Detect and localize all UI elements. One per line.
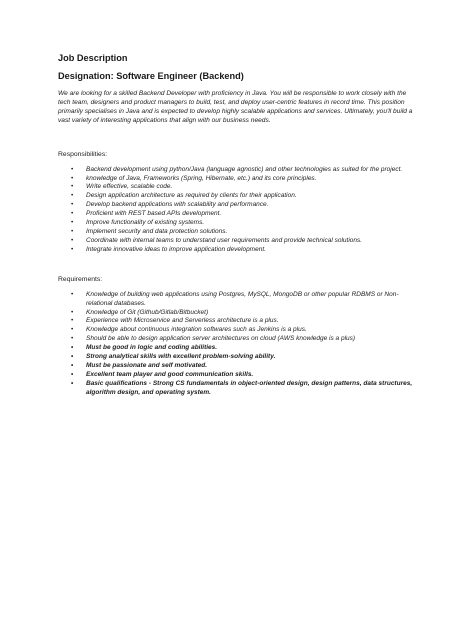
responsibilities-label: Responsibilities:: [58, 150, 108, 158]
list-item-text: Should be able to design application server architectures on cloud (AWS knowledge is a plus): [86, 335, 356, 343]
requirement-item: [58, 317, 420, 326]
bullet-icon: •: [71, 245, 74, 253]
list-item-text: Write effective, scalable code.: [86, 183, 173, 191]
requirement-item: [58, 353, 420, 362]
bullet-icon: •: [71, 317, 74, 325]
responsibility-item: [58, 219, 420, 228]
list-item-text: Knowledge of Git (Github/Gitlab/Bitbucket): [86, 308, 209, 316]
bullet-icon: •: [71, 219, 74, 227]
bullet-icon: •: [71, 335, 74, 343]
list-item-text: knowledge of Java, Frameworks (Spring, Hibernate, etc.) and its core principles.: [86, 174, 317, 182]
requirement-item: [58, 309, 420, 318]
bullet-icon: •: [71, 379, 74, 387]
responsibility-item: [58, 175, 420, 184]
intro-paragraph: We are looking for a skilled Backend Developer with proficiency in Java. You will be responsible to work closely with the tech team, designers and product managers to build, test, and deploy user-centric features in record time. This position primarily specialises in Java and is expected to develop highly scalable applications and services. Ultimately, you'll build a vast variety of interesting applications that align with our business needs.: [58, 90, 413, 124]
list-item-text: Implement security and data protection solutions.: [86, 227, 228, 235]
list-item-text: Knowledge of building web applications using Postgres, MySQL, MongoDB or other popular RDBMS or Non-relational databases.: [86, 290, 399, 307]
bullet-icon: •: [71, 192, 74, 200]
bullet-icon: •: [71, 308, 74, 316]
list-item-text: Develop backend applications with scalability and performance.: [86, 201, 269, 209]
requirements-label: Requirements:: [58, 275, 103, 283]
list-item-text: Improve functionality of existing systems.: [86, 219, 205, 227]
bullet-icon: •: [71, 344, 74, 352]
responsibility-item: [58, 192, 420, 201]
list-item-text: Strong analytical skills with excellent problem-solving ability.: [86, 353, 276, 361]
requirement-item: [58, 362, 420, 371]
requirement-item: [58, 380, 420, 398]
bullet-icon: •: [71, 201, 74, 209]
list-item-text: Knowledge about continuous integration softwares such as Jenkins is a plus.: [86, 326, 307, 334]
bullet-icon: •: [71, 370, 74, 378]
responsibility-item: [58, 183, 420, 192]
list-item-text: Design application architecture as required by clients for their application.: [86, 192, 297, 200]
bullet-icon: •: [71, 353, 74, 361]
designation-heading: Designation: Software Engineer (Backend): [58, 71, 244, 81]
responsibility-item: [58, 166, 420, 175]
list-item-text: Excellent team player and good communication skills.: [86, 370, 254, 378]
list-item-text: Proficient with REST based APIs development.: [86, 210, 222, 218]
list-item-text: Must be good in logic and coding abilities.: [86, 344, 218, 352]
bullet-icon: •: [71, 290, 74, 298]
document-content: [58, 52, 420, 398]
bullet-icon: •: [71, 361, 74, 369]
document-title: Job Description: [58, 53, 128, 63]
bullet-icon: •: [71, 236, 74, 244]
bullet-icon: •: [71, 165, 74, 173]
requirement-item: [58, 291, 420, 309]
responsibility-item: [58, 246, 420, 255]
list-item-text: Backend development using python/Java (language agnostic) and other technologies as suited for the project.: [86, 165, 403, 173]
requirements-list: [58, 291, 420, 398]
bullet-icon: •: [71, 227, 74, 235]
bullet-icon: •: [71, 210, 74, 218]
requirement-item: [58, 335, 420, 344]
bullet-icon: •: [71, 174, 74, 182]
responsibilities-list: [58, 166, 420, 255]
list-item-text: Integrate innovative ideas to improve application development.: [86, 245, 266, 253]
bullet-icon: •: [71, 183, 74, 191]
list-item-text: Basic qualifications - Strong CS fundamentals in object-oriented design, design patterns, data structures, algorithm design, and operating system.: [86, 379, 413, 396]
responsibility-item: [58, 237, 420, 246]
responsibility-item: [58, 228, 420, 237]
bullet-icon: •: [71, 326, 74, 334]
list-item-text: Must be passionate and self motivated.: [86, 361, 207, 369]
responsibility-item: [58, 210, 420, 219]
list-item-text: Experience with Microservice and Serverless architecture is a plus.: [86, 317, 279, 325]
requirement-item: [58, 344, 420, 353]
list-item-text: Coordinate with internal teams to understand user requirements and provide technical solutions.: [86, 236, 363, 244]
requirement-item: [58, 371, 420, 380]
responsibility-item: [58, 201, 420, 210]
requirement-item: [58, 326, 420, 335]
